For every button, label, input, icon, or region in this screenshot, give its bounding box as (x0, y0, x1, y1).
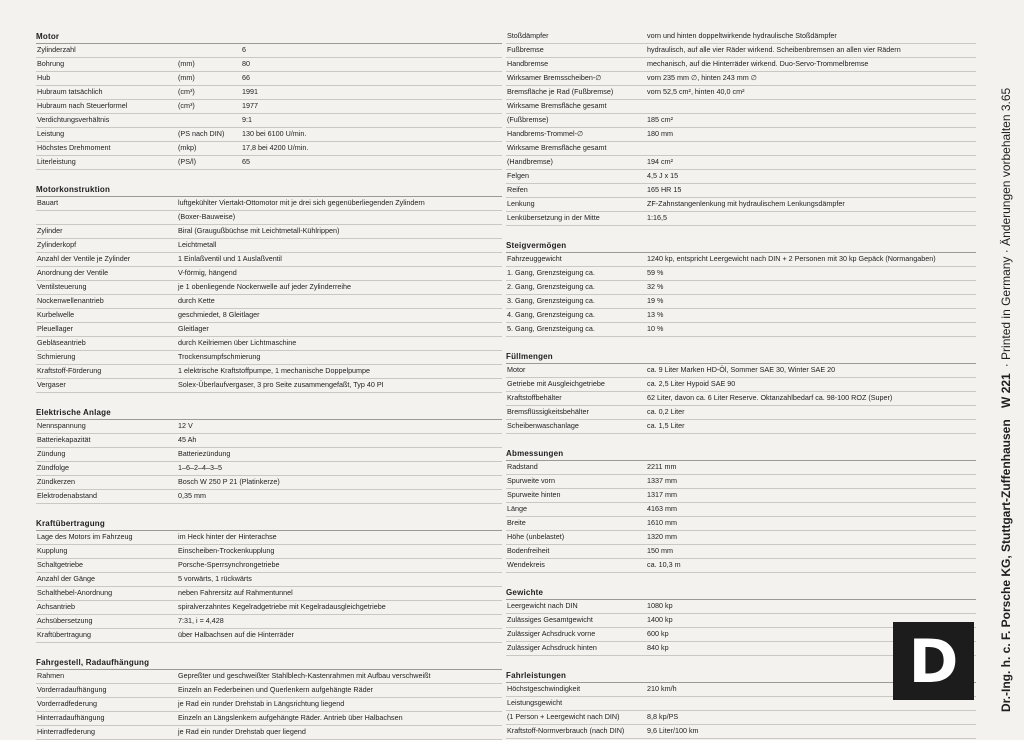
spec-row (506, 323, 976, 337)
section-gap (506, 573, 976, 586)
section-gap (506, 226, 976, 239)
section-gap (36, 504, 502, 517)
spec-row (36, 559, 502, 573)
spec-value: 1:16,5 (647, 213, 667, 222)
spec-row (506, 128, 976, 142)
spec-value: 9:1 (242, 115, 252, 124)
spec-label: Gebläseantrieb (37, 338, 86, 347)
spec-value: geschmiedet, 8 Gleitlager (178, 310, 260, 319)
spec-label: (Handbremse) (507, 157, 553, 166)
spec-label: Zulässiger Achsdruck vorne (507, 629, 596, 638)
spec-value: Bosch W 250 P 21 (Platinkerze) (178, 477, 280, 486)
spec-row (506, 725, 976, 739)
spec-label: Nockenwellenantrieb (37, 296, 104, 305)
spec-label: Stoßdämpfer (507, 31, 549, 40)
section-heading: Abmessungen (506, 447, 976, 461)
spec-unit: (cm³) (178, 87, 195, 96)
spec-row (36, 573, 502, 587)
spec-label: 2. Gang, Grenzsteigung ca. (507, 282, 595, 291)
spec-label: Kraftstoff-Förderung (37, 366, 102, 375)
spec-row (506, 489, 976, 503)
spec-row (506, 44, 976, 58)
spec-label: Ventilsteuerung (37, 282, 87, 291)
spec-label: Hubraum nach Steuerformel (37, 101, 128, 110)
spec-value: 600 kp (647, 629, 669, 638)
spec-section (36, 30, 502, 170)
spec-row (506, 295, 976, 309)
spec-label: Zulässiges Gesamtgewicht (507, 615, 593, 624)
spec-value: spiralverzahntes Kegelradgetriebe mit Kegelradausgleichgetriebe (178, 602, 386, 611)
spec-value: (Boxer-Bauweise) (178, 212, 236, 221)
spec-row (36, 114, 502, 128)
spec-label: Verdichtungsverhältnis (37, 115, 110, 124)
spec-value: Trockensumpfschmierung (178, 352, 261, 361)
spec-value: 130 bei 6100 U/min. (242, 129, 307, 138)
section-heading: Fahrleistungen (506, 669, 976, 683)
spec-row (36, 462, 502, 476)
spec-row (36, 86, 502, 100)
spec-label: Hinterradaufhängung (37, 713, 105, 722)
spec-label: Bremsfläche je Rad (Fußbremse) (507, 87, 614, 96)
spec-label: Wendekreis (507, 560, 545, 569)
spec-row (506, 378, 976, 392)
spec-label: Nennspannung (37, 421, 86, 430)
spec-value: 45 Ah (178, 435, 197, 444)
spec-row (36, 531, 502, 545)
spec-section (36, 170, 502, 393)
spec-label: Scheibenwaschanlage (507, 421, 579, 430)
left-spec-column (36, 30, 502, 740)
spec-row (36, 670, 502, 684)
section-heading: Motor (36, 30, 502, 44)
spec-label: Wirksame Bremsfläche gesamt (507, 101, 607, 110)
spec-value: neben Fahrersitz auf Rahmentunnel (178, 588, 293, 597)
spec-value: 4,5 J x 15 (647, 171, 679, 180)
spec-value: 8,8 kp/PS (647, 712, 679, 721)
spec-value: ca. 2,5 Liter Hypoid SAE 90 (647, 379, 736, 388)
spec-value: ca. 9 Liter Marken HD-Öl, Sommer SAE 30, Winter SAE 20 (647, 365, 836, 374)
spec-row (506, 475, 976, 489)
spec-row (506, 461, 976, 475)
spec-label: Hubraum tatsächlich (37, 87, 103, 96)
spec-label: Zündfolge (37, 463, 69, 472)
spec-unit: (PS nach DIN) (178, 129, 225, 138)
spec-label: 3. Gang, Grenzsteigung ca. (507, 296, 595, 305)
spec-row (506, 156, 976, 170)
spec-value: ca. 0,2 Liter (647, 407, 685, 416)
spec-section (506, 434, 976, 573)
spec-value: 65 (242, 157, 250, 166)
spec-value: luftgekühlter Viertakt-Ottomotor mit je drei sich gegenüberliegenden Zylindern (178, 198, 425, 207)
spec-label: Getriebe mit Ausgleichgetriebe (507, 379, 605, 388)
spec-value: je Rad ein runder Drehstab in Längsrichtung liegend (178, 699, 345, 708)
spec-value: ZF-Zahnstangenlenkung mit hydraulischem Lenkungsdämpfer (647, 199, 845, 208)
spec-value: 12 V (178, 421, 193, 430)
spec-value: 1–6–2–4–3–5 (178, 463, 222, 472)
spec-label: Motor (507, 365, 526, 374)
spec-value: 10 % (647, 324, 664, 333)
spec-value: 9,6 Liter/100 km (647, 726, 699, 735)
spec-label: Schmierung (37, 352, 76, 361)
spec-value: Solex-Überlaufvergaser, 3 pro Seite zusammengefaßt, Typ 40 PI (178, 380, 384, 389)
spec-row (36, 309, 502, 323)
spec-section (36, 643, 502, 740)
spec-label: Breite (507, 518, 526, 527)
spec-row (36, 434, 502, 448)
spec-value: 840 kp (647, 643, 669, 652)
spec-label: 1. Gang, Grenzsteigung ca. (507, 268, 595, 277)
spec-row (36, 712, 502, 726)
spec-value: Gleitlager (178, 324, 209, 333)
spec-label: Bohrung (37, 59, 65, 68)
section-heading: Elektrische Anlage (36, 406, 502, 420)
spec-label: Radstand (507, 462, 538, 471)
spec-label: Handbremse (507, 59, 549, 68)
spec-row (506, 100, 976, 114)
spec-value: 1240 kp, entspricht Leergewicht nach DIN + 2 Personen mit 30 kp Gepäck (Normangaben) (647, 254, 936, 263)
spec-label: Kurbelwelle (37, 310, 75, 319)
spec-value: 1337 mm (647, 476, 677, 485)
spec-row (506, 531, 976, 545)
spec-section (506, 226, 976, 337)
spec-row (506, 212, 976, 226)
spec-label: Schaltgetriebe (37, 560, 83, 569)
spec-value: Einscheiben-Trockenkupplung (178, 546, 275, 555)
spec-label: Leistungsgewicht (507, 698, 563, 707)
spec-label: (Fußbremse) (507, 115, 549, 124)
spec-label: Spurweite hinten (507, 490, 561, 499)
spec-label: Hinterradfederung (37, 727, 95, 736)
spec-label: Vorderradfederung (37, 699, 97, 708)
spec-value: je Rad ein runder Drehstab quer liegend (178, 727, 306, 736)
section-heading: Fahrgestell, Radaufhängung (36, 656, 502, 670)
spec-row (506, 559, 976, 573)
spec-row (36, 211, 502, 225)
spec-label: Felgen (507, 171, 529, 180)
spec-row (506, 253, 976, 267)
spec-label: Vorderradaufhängung (37, 685, 107, 694)
spec-row (36, 601, 502, 615)
spec-row (36, 490, 502, 504)
spec-value: durch Kette (178, 296, 215, 305)
spec-row (36, 156, 502, 170)
spec-label: Handbrems-Trommel-∅ (507, 129, 584, 138)
spec-row (36, 448, 502, 462)
spec-value: V-förmig, hängend (178, 268, 237, 277)
model-code: W 221 (999, 373, 1013, 408)
spec-section (36, 504, 502, 643)
spec-row (36, 295, 502, 309)
spec-value: Gepreßter und geschweißter Stahlblech-Kastenrahmen mit Aufbau verschweißt (178, 671, 431, 680)
spec-label: Rahmen (37, 671, 65, 680)
spec-row (506, 142, 976, 156)
section-heading: Kraftübertragung (36, 517, 502, 531)
spec-value: im Heck hinter der Hinterachse (178, 532, 277, 541)
spec-label: Wirksame Bremsfläche gesamt (507, 143, 607, 152)
spec-row (506, 86, 976, 100)
spec-label: Bodenfreiheit (507, 546, 550, 555)
spec-value: 59 % (647, 268, 664, 277)
spec-label: Anzahl der Gänge (37, 574, 95, 583)
spec-row (506, 72, 976, 86)
spec-value: 32 % (647, 282, 664, 291)
spec-value: 210 km/h (647, 684, 677, 693)
spec-section (36, 393, 502, 504)
spec-label: Kraftübertragung (37, 630, 91, 639)
spec-value: 0,35 mm (178, 491, 206, 500)
language-badge: D (893, 622, 974, 700)
spec-label: Höhe (unbelastet) (507, 532, 565, 541)
spec-label: 4. Gang, Grenzsteigung ca. (507, 310, 595, 319)
section-heading: Steigvermögen (506, 239, 976, 253)
spec-row (506, 517, 976, 531)
spec-row (506, 420, 976, 434)
spec-label: Anzahl der Ventile je Zylinder (37, 254, 131, 263)
section-gap (506, 337, 976, 350)
spec-label: Reifen (507, 185, 528, 194)
spec-value: 165 HR 15 (647, 185, 682, 194)
spec-label: (1 Person + Leergewicht nach DIN) (507, 712, 620, 721)
section-gap (506, 434, 976, 447)
publisher-imprint (999, 12, 1013, 712)
spec-label: Vergaser (37, 380, 66, 389)
spec-value: 2211 mm (647, 462, 677, 471)
spec-label: Länge (507, 504, 527, 513)
spec-row (506, 406, 976, 420)
spec-row (506, 114, 976, 128)
spec-label: Fußbremse (507, 45, 544, 54)
spec-row (36, 142, 502, 156)
spec-row (506, 309, 976, 323)
spec-label: Elektrodenabstand (37, 491, 97, 500)
spec-row (36, 476, 502, 490)
spec-row (36, 267, 502, 281)
spec-value: 66 (242, 73, 250, 82)
spec-row (36, 281, 502, 295)
spec-value: 1400 kp (647, 615, 673, 624)
spec-value: 80 (242, 59, 250, 68)
spec-label: Anordnung der Ventile (37, 268, 109, 277)
spec-label: Bremsflüssigkeitsbehälter (507, 407, 589, 416)
spec-value: Batteriezündung (178, 449, 231, 458)
spec-label: Zylinder (37, 226, 63, 235)
spec-row (36, 239, 502, 253)
spec-value: durch Keilriemen über Lichtmaschine (178, 338, 297, 347)
spec-value: 17,8 bei 4200 U/min. (242, 143, 309, 152)
print-notice: · Printed in Germany · Änderungen vorbehalten 3.65 (999, 87, 1013, 368)
spec-label: Fahrzeuggewicht (507, 254, 562, 263)
spec-unit: (mkp) (178, 143, 197, 152)
company-name: Dr.-Ing. h. c. F. Porsche KG, Stuttgart-Zuffenhausen (999, 419, 1013, 712)
spec-row (36, 44, 502, 58)
spec-value: 4163 mm (647, 504, 677, 513)
spec-row (506, 392, 976, 406)
spec-row (36, 698, 502, 712)
spec-value: vorn und hinten doppeltwirkende hydraulische Stoßdämpfer (647, 31, 837, 40)
spec-value: 185 cm² (647, 115, 673, 124)
spec-row (506, 267, 976, 281)
spec-row (36, 225, 502, 239)
spec-row (506, 198, 976, 212)
spec-row (506, 600, 976, 614)
spec-row (506, 30, 976, 44)
spec-unit: (cm³) (178, 101, 195, 110)
spec-value: 1610 mm (647, 518, 677, 527)
spec-value: 150 mm (647, 546, 673, 555)
spec-label: Pleuellager (37, 324, 73, 333)
spec-label: 5. Gang, Grenzsteigung ca. (507, 324, 595, 333)
spec-label: Kupplung (37, 546, 68, 555)
spec-label: Höchstgeschwindigkeit (507, 684, 581, 693)
spec-value: über Halbachsen auf die Hinterräder (178, 630, 294, 639)
spec-value: 1080 kp (647, 601, 673, 610)
spec-value: 180 mm (647, 129, 673, 138)
spec-label: Wirksamer Bremsscheiben-∅ (507, 73, 602, 82)
spec-row (506, 281, 976, 295)
spec-row (506, 58, 976, 72)
spec-label: Leistung (37, 129, 65, 138)
spec-row (506, 170, 976, 184)
spec-row (506, 184, 976, 198)
spec-section (506, 30, 976, 226)
spec-value: vorn 235 mm ∅, hinten 243 mm ∅ (647, 73, 757, 82)
spec-label: Kraftstoffbehälter (507, 393, 562, 402)
spec-label: Lenkung (507, 199, 535, 208)
section-gap (36, 170, 502, 183)
spec-value: 13 % (647, 310, 664, 319)
spec-row (36, 420, 502, 434)
spec-row (36, 379, 502, 393)
spec-row (36, 684, 502, 698)
spec-value: mechanisch, auf die Hinterräder wirkend. Duo-Servo-Trommelbremse (647, 59, 869, 68)
spec-row (36, 253, 502, 267)
spec-row (36, 351, 502, 365)
spec-label: Kraftstoff-Normverbrauch (nach DIN) (507, 726, 625, 735)
spec-label: Achsantrieb (37, 602, 75, 611)
spec-label: Leergewicht nach DIN (507, 601, 578, 610)
spec-label: Bauart (37, 198, 59, 207)
spec-row (36, 365, 502, 379)
spec-value: vorn 52,5 cm², hinten 40,0 cm² (647, 87, 745, 96)
spec-row (36, 726, 502, 740)
section-heading: Motorkonstruktion (36, 183, 502, 197)
spec-value: 62 Liter, davon ca. 6 Liter Reserve. Oktanzahlbedarf ca. 98-100 ROZ (Super) (647, 393, 893, 402)
spec-row (506, 545, 976, 559)
spec-value: 1 Einlaßventil und 1 Auslaßventil (178, 254, 282, 263)
section-heading: Füllmengen (506, 350, 976, 364)
spec-value: Biral (Graugußbüchse mit Leichtmetall-Kühlrippen) (178, 226, 340, 235)
spec-value: 6 (242, 45, 246, 54)
spec-value: 1977 (242, 101, 258, 110)
spec-row (36, 100, 502, 114)
spec-value: 1991 (242, 87, 258, 96)
spec-row (36, 629, 502, 643)
spec-value: 1317 mm (647, 490, 677, 499)
spec-label: Zulässiger Achsdruck hinten (507, 643, 597, 652)
spec-unit: (mm) (178, 59, 195, 68)
spec-row (36, 323, 502, 337)
spec-value: 5 vorwärts, 1 rückwärts (178, 574, 252, 583)
spec-row (36, 128, 502, 142)
section-gap (36, 393, 502, 406)
spec-label: Literleistung (37, 157, 76, 166)
spec-label: Spurweite vorn (507, 476, 555, 485)
spec-value: Einzeln an Längslenkern aufgehängte Räder. Antrieb über Halbachsen (178, 713, 403, 722)
spec-value: 1 elektrische Kraftstoffpumpe, 1 mechanische Doppelpumpe (178, 366, 371, 375)
spec-row (36, 72, 502, 86)
spec-label: Zündung (37, 449, 66, 458)
spec-label: Lage des Motors im Fahrzeug (37, 532, 133, 541)
spec-row (36, 545, 502, 559)
spec-label: Zylinderkopf (37, 240, 77, 249)
spec-row (36, 197, 502, 211)
spec-value: 194 cm² (647, 157, 673, 166)
spec-value: je 1 obenliegende Nockenwelle auf jeder Zylinderreihe (178, 282, 352, 291)
spec-label: Zündkerzen (37, 477, 75, 486)
spec-unit: (PS/l) (178, 157, 196, 166)
spec-value: Einzeln an Federbeinen und Querlenkern aufgehängte Räder (178, 685, 373, 694)
spec-value: Leichtmetall (178, 240, 217, 249)
spec-label: Achsübersetzung (37, 616, 93, 625)
spec-value: 1320 mm (647, 532, 677, 541)
spec-value: ca. 1,5 Liter (647, 421, 685, 430)
spec-label: Lenkübersetzung in der Mitte (507, 213, 600, 222)
section-heading: Gewichte (506, 586, 976, 600)
spec-row (36, 615, 502, 629)
spec-row (506, 364, 976, 378)
spec-value: hydraulisch, auf alle vier Räder wirkend. Scheibenbremsen an allen vier Rädern (647, 45, 901, 54)
spec-unit: (mm) (178, 73, 195, 82)
spec-value: ca. 10,3 m (647, 560, 681, 569)
spec-row (506, 711, 976, 725)
spec-section (506, 337, 976, 434)
spec-label: Höchstes Drehmoment (37, 143, 111, 152)
spec-row (506, 503, 976, 517)
spec-label: Hub (37, 73, 51, 82)
spec-label: Schalthebel-Anordnung (37, 588, 113, 597)
spec-value: 7:31, i = 4,428 (178, 616, 224, 625)
spec-value: Porsche-Sperrsynchrongetriebe (178, 560, 280, 569)
spec-row (36, 337, 502, 351)
spec-label: Batteriekapazität (37, 435, 91, 444)
spec-row (36, 587, 502, 601)
section-gap (36, 643, 502, 656)
spec-value: 19 % (647, 296, 664, 305)
spec-label: Zylinderzahl (37, 45, 76, 54)
spec-row (36, 58, 502, 72)
